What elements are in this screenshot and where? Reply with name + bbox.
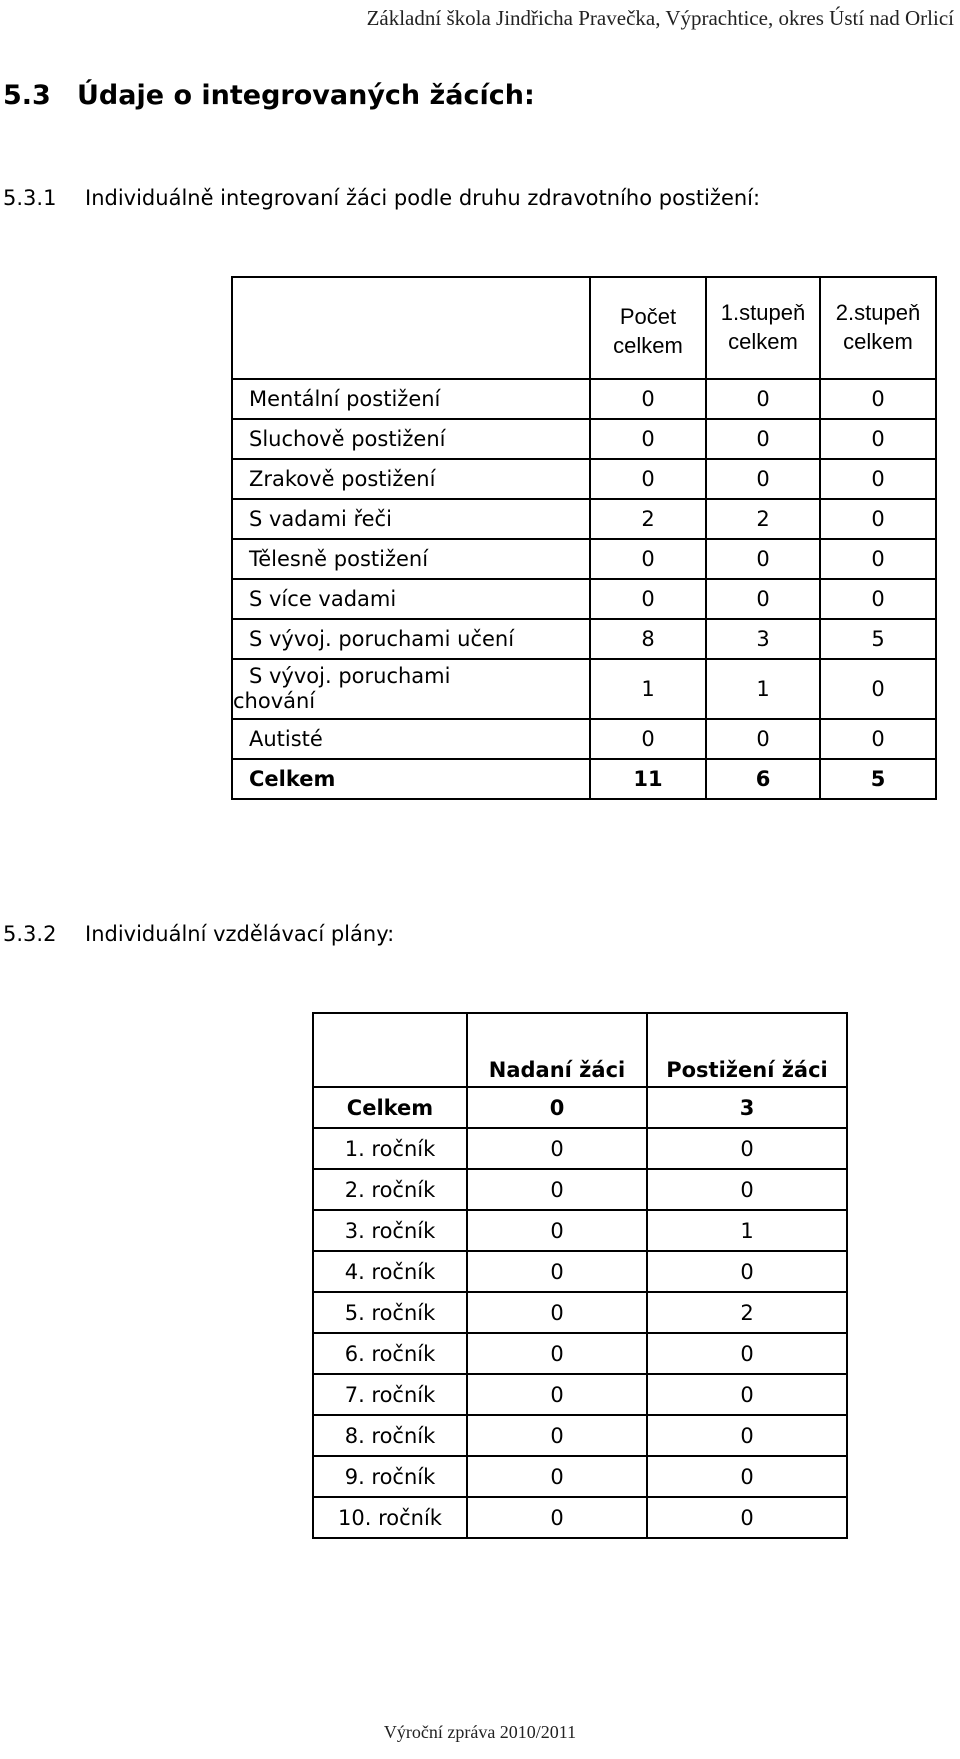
table-row	[232, 539, 936, 579]
col-stage1-line2: celkem	[728, 329, 798, 354]
row-label: S více vadami	[232, 579, 590, 619]
row-label: 6. ročník	[313, 1333, 467, 1374]
cell-gifted: 0	[467, 1333, 647, 1374]
cell-stage2: 0	[820, 419, 936, 459]
col-stage2-line1: 2.stupeň	[835, 300, 921, 325]
cell-gifted: 0	[467, 1292, 647, 1333]
row-label-line1: S vývoj. poruchami	[249, 664, 451, 688]
cell-stage1: 0	[706, 539, 820, 579]
row-label: 4. ročník	[313, 1251, 467, 1292]
table-row	[232, 659, 936, 719]
cell-gifted: 0	[467, 1128, 647, 1169]
table1-number: 5.3.1	[3, 186, 57, 210]
cell-gifted: 0	[467, 1251, 647, 1292]
row-label: 1. ročník	[313, 1128, 467, 1169]
cell-disabled: 0	[647, 1374, 847, 1415]
table2-number: 5.3.2	[3, 922, 57, 946]
cell-disabled: 0	[647, 1415, 847, 1456]
cell-disabled: 0	[647, 1333, 847, 1374]
table-row	[232, 499, 936, 539]
cell-total: 8	[590, 619, 706, 659]
cell-stage2: 5	[820, 619, 936, 659]
row-label: Sluchově postižení	[232, 419, 590, 459]
cell-gifted: 0	[467, 1374, 647, 1415]
total-cell-stage1: 6	[706, 759, 820, 799]
cell-stage2: 0	[820, 379, 936, 419]
total-cell-gifted: 0	[467, 1087, 647, 1128]
table-row	[313, 1210, 847, 1251]
cell-stage2: 0	[820, 459, 936, 499]
page-footer: Výroční zpráva 2010/2011	[383, 1722, 577, 1742]
table-row	[232, 459, 936, 499]
cell-disabled: 0	[647, 1497, 847, 1538]
row-label: 5. ročník	[313, 1292, 467, 1333]
table2-header-row	[313, 1013, 847, 1087]
cell-stage1: 0	[706, 379, 820, 419]
section-title-text: Údaje o integrovaných žácích:	[77, 80, 535, 111]
row-label: 8. ročník	[313, 1415, 467, 1456]
cell-gifted: 0	[467, 1210, 647, 1251]
cell-gifted: 0	[467, 1497, 647, 1538]
table-row	[232, 419, 936, 459]
table-row	[232, 619, 936, 659]
cell-stage2: 0	[820, 579, 936, 619]
table2-heading	[3, 922, 394, 946]
col-total-line2: celkem	[613, 333, 683, 358]
iep-table	[312, 1012, 848, 1539]
row-label: S vývoj. poruchami učení	[232, 619, 590, 659]
table-row	[232, 379, 936, 419]
cell-gifted: 0	[467, 1415, 647, 1456]
cell-stage1: 3	[706, 619, 820, 659]
table2-col-gifted: Nadaní žáci	[467, 1013, 647, 1087]
row-label-line2: chování	[233, 689, 316, 713]
table1-heading	[3, 186, 760, 210]
cell-disabled: 0	[647, 1128, 847, 1169]
table1-total-row	[232, 759, 936, 799]
row-label	[232, 659, 590, 719]
table-row	[313, 1333, 847, 1374]
table1-header-blank	[232, 277, 590, 379]
table-row	[313, 1415, 847, 1456]
cell-disabled: 1	[647, 1210, 847, 1251]
cell-total: 0	[590, 719, 706, 759]
row-label: Mentální postižení	[232, 379, 590, 419]
table-row	[313, 1374, 847, 1415]
table-row	[313, 1456, 847, 1497]
table1-header-row	[232, 277, 936, 379]
cell-disabled: 2	[647, 1292, 847, 1333]
total-label: Celkem	[313, 1087, 467, 1128]
cell-total: 0	[590, 419, 706, 459]
cell-stage2: 0	[820, 659, 936, 719]
cell-stage2: 0	[820, 719, 936, 759]
table1-col-total	[590, 277, 706, 379]
cell-stage2: 0	[820, 499, 936, 539]
table1-col-stage2	[820, 277, 936, 379]
table-row	[232, 579, 936, 619]
cell-total: 0	[590, 379, 706, 419]
total-label: Celkem	[232, 759, 590, 799]
table2-header-blank	[313, 1013, 467, 1087]
cell-stage1: 2	[706, 499, 820, 539]
table-row	[313, 1169, 847, 1210]
table-row	[313, 1497, 847, 1538]
cell-total: 0	[590, 579, 706, 619]
table-row	[313, 1128, 847, 1169]
cell-stage1: 0	[706, 719, 820, 759]
cell-stage1: 0	[706, 459, 820, 499]
cell-gifted: 0	[467, 1169, 647, 1210]
row-label: 7. ročník	[313, 1374, 467, 1415]
row-label: 9. ročník	[313, 1456, 467, 1497]
cell-stage1: 1	[706, 659, 820, 719]
col-total-line1: Počet	[619, 304, 677, 329]
cell-total: 2	[590, 499, 706, 539]
cell-total: 0	[590, 459, 706, 499]
row-label: 10. ročník	[313, 1497, 467, 1538]
total-cell-total: 11	[590, 759, 706, 799]
integrated-pupils-table	[231, 276, 937, 800]
page-header: Základní škola Jindřicha Pravečka, Výprachtice, okres Ústí nad Orlicí	[366, 6, 954, 30]
cell-total: 0	[590, 539, 706, 579]
row-label: 3. ročník	[313, 1210, 467, 1251]
table-row	[313, 1251, 847, 1292]
row-label: Autisté	[232, 719, 590, 759]
col-stage1-line1: 1.stupeň	[720, 300, 806, 325]
table1-heading-text: Individuálně integrovaní žáci podle druhu zdravotního postižení:	[85, 186, 761, 210]
cell-stage1: 0	[706, 419, 820, 459]
table2-heading-text: Individuální vzdělávací plány:	[85, 922, 395, 946]
row-label: Tělesně postižení	[232, 539, 590, 579]
table2-total-row	[313, 1087, 847, 1128]
cell-disabled: 0	[647, 1251, 847, 1292]
section-number: 5.3	[3, 80, 51, 111]
table1-col-stage1	[706, 277, 820, 379]
table-row	[232, 719, 936, 759]
row-label: 2. ročník	[313, 1169, 467, 1210]
cell-disabled: 0	[647, 1456, 847, 1497]
table2-col-disabled: Postižení žáci	[647, 1013, 847, 1087]
cell-stage1: 0	[706, 579, 820, 619]
total-cell-disabled: 3	[647, 1087, 847, 1128]
total-cell-stage2: 5	[820, 759, 936, 799]
cell-total: 1	[590, 659, 706, 719]
section-title	[3, 80, 535, 111]
col-stage2-line2: celkem	[843, 329, 913, 354]
cell-gifted: 0	[467, 1456, 647, 1497]
row-label: S vadami řeči	[232, 499, 590, 539]
table-row	[313, 1292, 847, 1333]
cell-disabled: 0	[647, 1169, 847, 1210]
cell-stage2: 0	[820, 539, 936, 579]
row-label: Zrakově postižení	[232, 459, 590, 499]
